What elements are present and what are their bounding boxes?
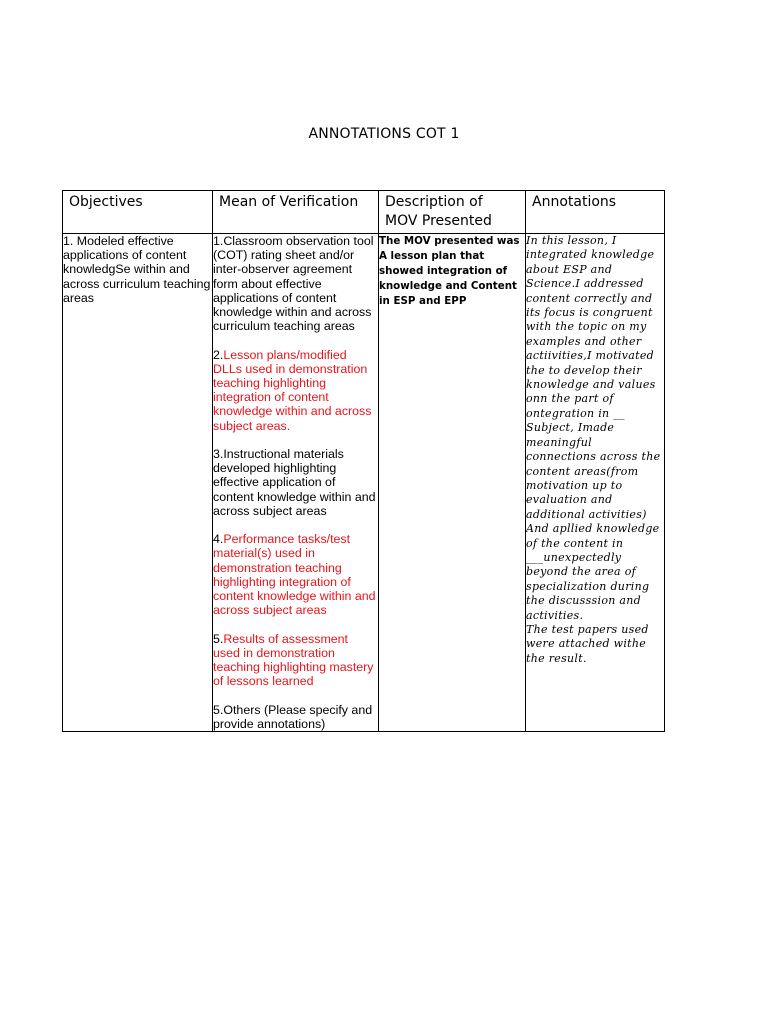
means-item: 1.Classroom observation tool (COT) rating sheet and/or inter-observer agreement form about effective applications of content knowledge within and across curriculum teaching areas	[213, 234, 374, 334]
description-text: The MOV presented was A lesson plan that showed integration of knowledge and Content in ESP and EPP	[379, 235, 520, 307]
header-annotations: Annotations	[526, 191, 665, 234]
header-mean-of-verification: Mean of Verification	[213, 191, 379, 234]
annotations-table	[62, 190, 665, 732]
means-item: 5.Results of assessment used in demonstration teaching highlighting mastery of lessons learned	[213, 631, 374, 689]
means-of-verification-cell	[213, 234, 379, 732]
table-header-row	[63, 191, 665, 234]
description-cell	[379, 234, 526, 732]
header-description-of-mov: Description of MOV Presented	[379, 191, 526, 234]
objective-cell: 1. Modeled effective applications of content knowledgSe within and across curriculum teaching areas	[63, 234, 213, 732]
means-item: 2.Lesson plans/modified DLLs used in demonstration teaching highlighting integration of content knowledge within and across subject areas.	[213, 347, 372, 433]
means-item: 4.Performance tasks/test material(s) used in demonstration teaching highlighting integration of content knowledge within and across subject areas	[213, 532, 376, 618]
header-objectives: Objectives	[63, 191, 213, 234]
annotations-cell: In this lesson, I integrated knowledge about ESP and Science.I addressed content correctly and its focus is congruent with the topic on my examples and other actiivities,I motivated the to develop their knowledge and values onn the part of ontegration in __ Subject, Imade meaningful connections across the content areas(from motivation up to evaluation and additional activities) And apllied knowledge of the content in ___unexpectedly beyond the area of specialization during the discusssion and activities. The test papers used were attached withe the result.	[526, 234, 665, 732]
means-item: 5.Others (Please specify and provide annotations)	[213, 702, 373, 731]
means-item: 3.Instructional materials developed highlighting effective application of content knowledge within and across subject areas	[213, 447, 376, 518]
page-title: ANNOTATIONS COT 1	[308, 126, 460, 142]
table-row	[63, 234, 665, 732]
